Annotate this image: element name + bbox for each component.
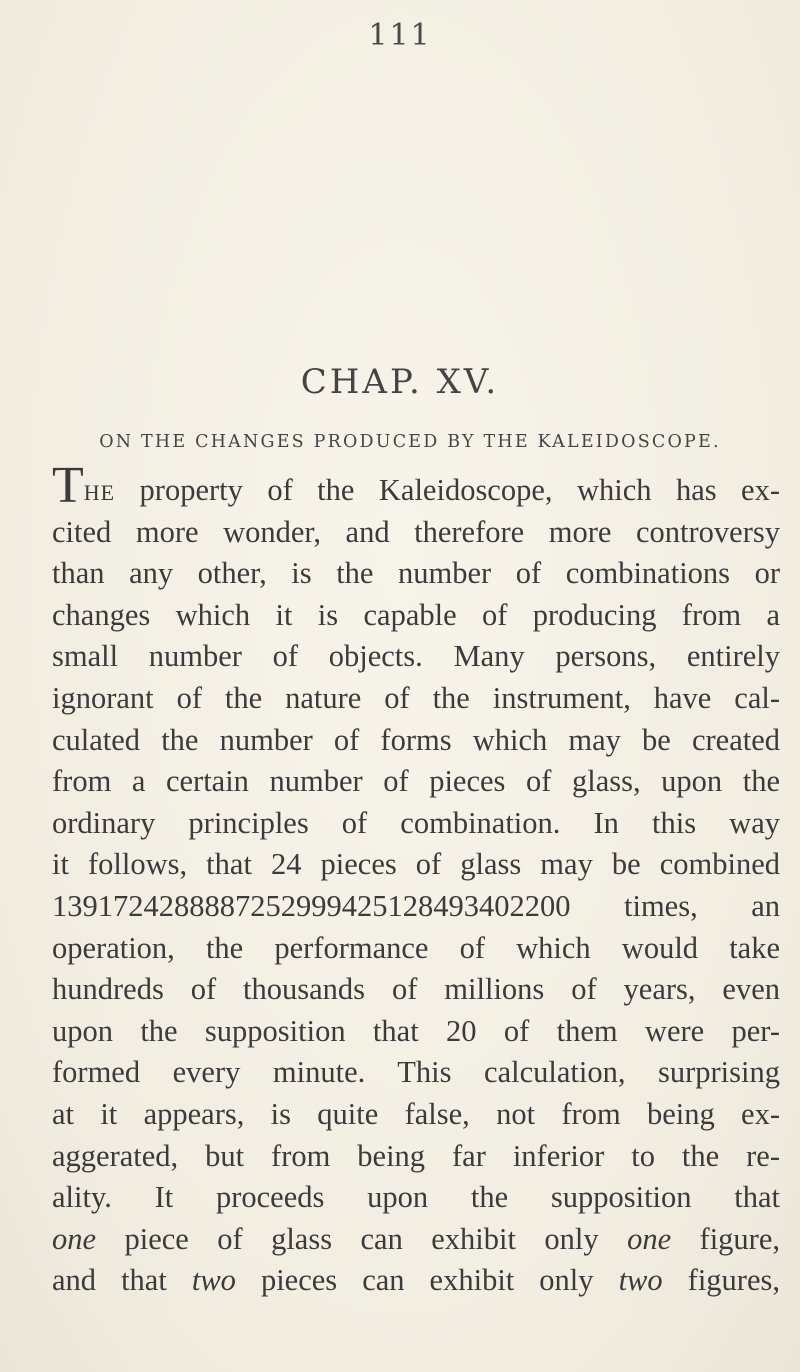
chapter-title: CHAP. XV. bbox=[300, 362, 500, 402]
chapter-subtitle: ON THE CHANGES PRODUCED BY THE KALEIDOSCOPE. bbox=[99, 432, 721, 452]
drop-cap: T bbox=[52, 457, 84, 514]
text-line: it follows, that 24 pieces of glass may be combined bbox=[52, 847, 780, 882]
text-line-content: and that bbox=[52, 1263, 192, 1298]
text-line: formed every minute. This calculation, surprising bbox=[52, 1055, 780, 1090]
chapter-body-paragraph bbox=[52, 457, 780, 1302]
italic-word: one bbox=[52, 1221, 97, 1256]
text-line bbox=[52, 1260, 780, 1302]
page-number: 111 bbox=[368, 18, 432, 53]
text-line: upon the supposition that 20 of them were per- bbox=[52, 1013, 780, 1048]
text-line: than any other, is the number of combinations or bbox=[52, 556, 780, 591]
text-line-content: pieces can exhibit only bbox=[235, 1263, 619, 1298]
text-line: from a certain number of pieces of glass, upon the bbox=[52, 764, 780, 799]
text-line: culated the number of forms which may be created bbox=[52, 722, 780, 757]
text-line-content: property of the Kaleidoscope, which has ex- bbox=[115, 473, 780, 507]
text-line: operation, the performance of which would take bbox=[52, 930, 780, 965]
text-line bbox=[52, 1219, 780, 1261]
text-line: 1391724288887252999425128493402200 times, an bbox=[52, 888, 780, 923]
text-line-content: figure, bbox=[671, 1221, 780, 1256]
text-line: changes which it is capable of producing from a bbox=[52, 597, 780, 632]
text-line: cited more wonder, and therefore more controversy bbox=[52, 514, 780, 549]
text-line-content: figures, bbox=[662, 1263, 780, 1298]
drop-cap-rest: HE bbox=[83, 480, 116, 505]
italic-word: one bbox=[627, 1221, 672, 1256]
text-line-content: piece of glass can exhibit only bbox=[96, 1221, 628, 1256]
text-line: aggerated, but from being far inferior to the re- bbox=[52, 1138, 780, 1173]
text-line: small number of objects. Many persons, entirely bbox=[52, 639, 780, 674]
text-line: ordinary principles of combination. In this way bbox=[52, 805, 780, 840]
text-line bbox=[52, 457, 780, 514]
italic-word: two bbox=[618, 1263, 663, 1298]
text-line: hundreds of thousands of millions of years, even bbox=[52, 972, 780, 1007]
text-line: ignorant of the nature of the instrument, have cal- bbox=[52, 680, 780, 715]
text-line: at it appears, is quite false, not from being ex- bbox=[52, 1096, 780, 1131]
text-line: ality. It proceeds upon the supposition that bbox=[52, 1180, 780, 1215]
italic-word: two bbox=[191, 1263, 236, 1298]
